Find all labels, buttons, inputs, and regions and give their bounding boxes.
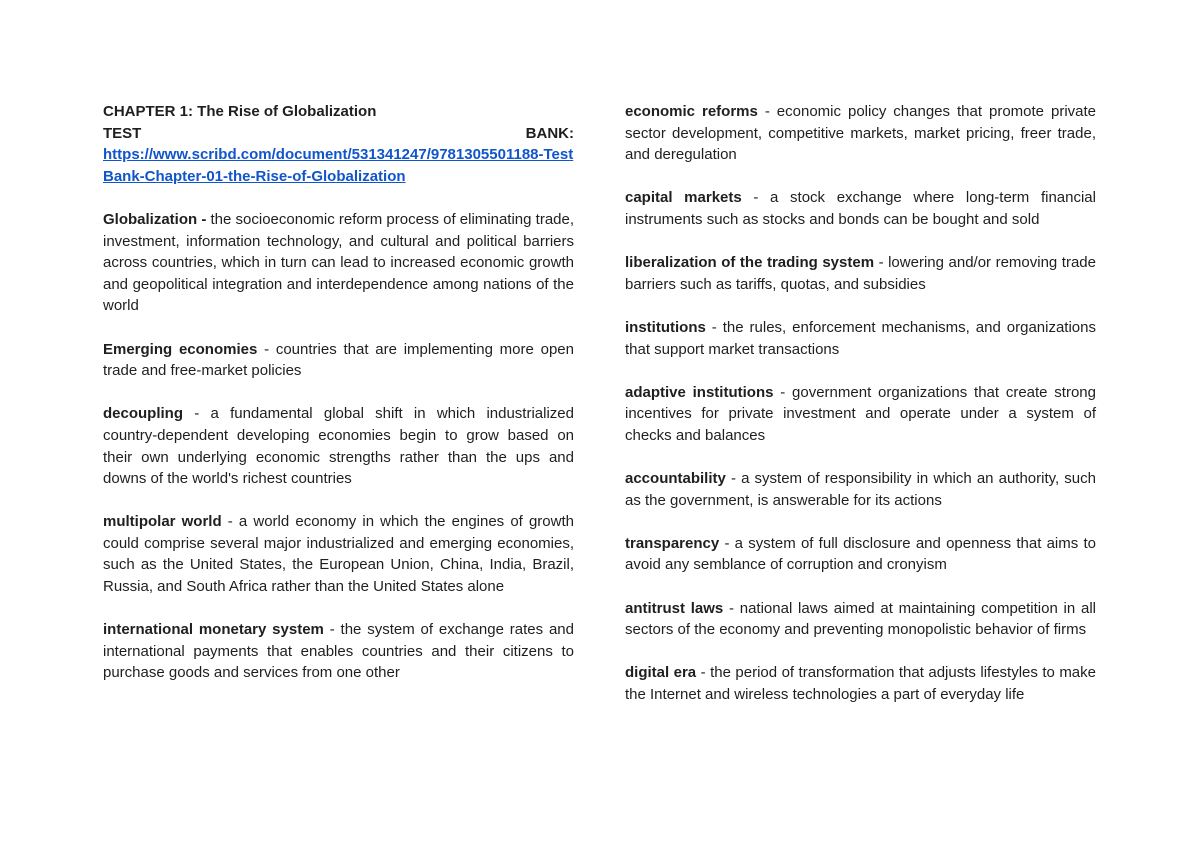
glossary-entry-transparency bbox=[625, 533, 1096, 576]
header-block bbox=[103, 101, 574, 187]
glossary-definition: - lowering and/or removing trade barriers such as tariffs, quotas, and subsidies bbox=[625, 254, 1096, 293]
test-label: TEST bbox=[103, 124, 142, 142]
glossary-term: transparency bbox=[625, 534, 720, 552]
glossary-definition: - national laws aimed at maintaining competition in all sectors of the economy and preventing monopolistic behavior of firms bbox=[625, 599, 1096, 639]
glossary-entry-international-monetary-system bbox=[103, 619, 574, 684]
glossary-entry-accountability bbox=[625, 468, 1096, 511]
left-entries-list bbox=[103, 209, 574, 684]
glossary-entry-globalization bbox=[103, 209, 574, 317]
glossary-term: multipolar world bbox=[103, 513, 222, 531]
glossary-entry-multipolar-world bbox=[103, 511, 574, 597]
glossary-definition: - a stock exchange where long-term financial instruments such as stocks and bonds can be bought and sold bbox=[625, 189, 1096, 228]
left-column bbox=[103, 101, 574, 706]
glossary-definition: the socioeconomic reform process of eliminating trade, investment, information technology, and cultural and political barriers across countries, which in turn can lead to increased economic growth and geopolitical integration and interdependence among nations of the world bbox=[103, 210, 575, 315]
glossary-definition: - the system of exchange rates and international payments that enables countries and their citizens to purchase goods and services from one other bbox=[103, 621, 574, 682]
glossary-term: antitrust laws bbox=[625, 599, 724, 617]
glossary-entry-digital-era bbox=[625, 662, 1096, 705]
glossary-entry-liberalization bbox=[625, 252, 1096, 295]
glossary-definition: - government organizations that create strong incentives for private investment and operate under a system of checks and balances bbox=[625, 383, 1096, 444]
glossary-entry-antitrust-laws bbox=[625, 598, 1096, 641]
glossary-entry-economic-reforms bbox=[625, 101, 1096, 166]
test-bank-link[interactable]: https://www.scribd.com/document/531341247/9781305501188-TestBank-Chapter-01-the-Rise-of-Globalization bbox=[103, 146, 574, 185]
glossary-term: Globalization - bbox=[103, 210, 207, 228]
glossary-term: decoupling bbox=[103, 405, 183, 423]
glossary-definition: - a world economy in which the engines of growth could comprise several major industrialized and emerging economies, such as the United States, the European Union, China, India, Brazil, Russia, and South Africa rather than the United States alone bbox=[103, 513, 574, 596]
right-column bbox=[625, 101, 1096, 727]
glossary-definition: - the rules, enforcement mechanisms, and organizations that support market transactions bbox=[625, 318, 1096, 358]
glossary-definition: - a fundamental global shift in which industrialized country-dependent developing economies begin to grow based on their own underlying economic strengths rather than the ups and downs of the world's richest countries bbox=[103, 405, 574, 488]
glossary-entry-decoupling bbox=[103, 403, 574, 489]
glossary-definition: - a system of full disclosure and openness that aims to avoid any semblance of corruption and cronyism bbox=[625, 534, 1096, 574]
glossary-term: accountability bbox=[625, 470, 726, 488]
glossary-definition: - the period of transformation that adjusts lifestyles to make the Internet and wireless technologies a part of everyday life bbox=[625, 664, 1096, 704]
glossary-term: adaptive institutions bbox=[625, 383, 774, 401]
glossary-entry-emerging-economies bbox=[103, 339, 574, 382]
glossary-term: liberalization of the trading system bbox=[625, 254, 875, 272]
glossary-entry-adaptive-institutions bbox=[625, 382, 1096, 447]
bank-label: BANK: bbox=[525, 124, 574, 142]
test-bank-row bbox=[103, 123, 574, 145]
glossary-definition: - countries that are implementing more open trade and free-market policies bbox=[103, 340, 574, 380]
glossary-entry-institutions bbox=[625, 317, 1096, 360]
glossary-entry-capital-markets bbox=[625, 187, 1096, 230]
glossary-definition: - economic policy changes that promote private sector development, competitive markets, market pricing, freer trade, and deregulation bbox=[625, 103, 1096, 164]
glossary-definition: - a system of responsibility in which an authority, such as the government, is answerable for its actions bbox=[625, 470, 1096, 509]
glossary-term: digital era bbox=[625, 664, 697, 682]
glossary-term: capital markets bbox=[625, 189, 742, 207]
glossary-term: Emerging economies bbox=[103, 340, 258, 358]
glossary-term: economic reforms bbox=[625, 103, 758, 120]
glossary-term: institutions bbox=[625, 318, 706, 336]
chapter-title: CHAPTER 1: The Rise of Globalization bbox=[103, 103, 377, 120]
glossary-term: international monetary system bbox=[103, 621, 324, 639]
